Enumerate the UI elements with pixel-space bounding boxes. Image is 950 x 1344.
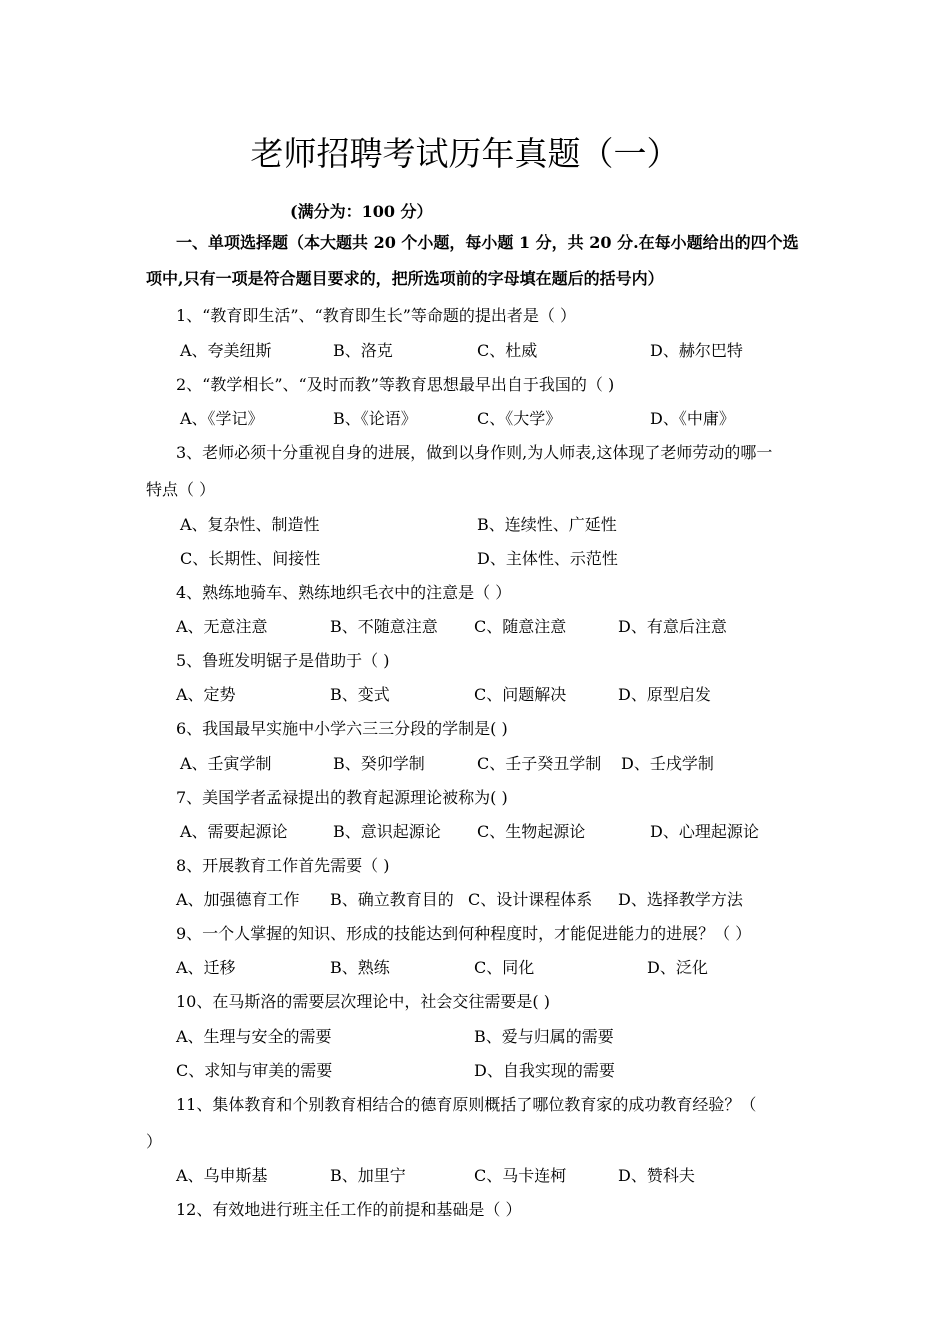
question-10-option-b: B、爱与归属的需要 [474,1027,614,1046]
page-subtitle: (满分为：100 分） [290,202,433,221]
question-9-option-d: D、泛化 [647,958,708,977]
question-5-option-c: C、问题解决 [474,685,567,704]
question-5-option-b: B、变式 [330,685,390,704]
question-1-option-a: A、夸美纽斯 [180,341,272,360]
question-11-option-d: D、赞科夫 [618,1166,695,1185]
question-11: 11、集体教育和个别教育相结合的德育原则概括了哪位教育家的成功教育经验？（ [176,1095,757,1114]
question-5: 5、鲁班发明锯子是借助于（ ) [176,651,390,670]
question-1: 1、“教育即生活”、“教育即生长”等命题的提出者是（ ） [176,306,576,325]
question-6: 6、我国最早实施中小学六三三分段的学制是( ) [176,719,508,738]
question-3-option-a: A、复杂性、制造性 [180,515,320,534]
question-2-option-b: B、《论语》 [333,409,417,428]
question-8-option-a: A、加强德育工作 [176,890,300,909]
question-9: 9、一个人掌握的知识、形成的技能达到何种程度时，才能促进能力的进展？（ ） [176,924,752,943]
question-7-option-a: A、需要起源论 [180,822,288,841]
question-1-option-b: B、洛克 [333,341,393,360]
question-8-option-d: D、选择教学方法 [618,890,743,909]
question-11-continued: ） [146,1132,163,1151]
question-7-option-b: B、意识起源论 [333,822,441,841]
question-6-option-b: B、癸卯学制 [333,754,425,773]
question-9-option-a: A、迁移 [176,958,236,977]
question-3-continued: 特点（ ） [146,480,216,499]
question-2-option-c: C、《大学》 [477,409,562,428]
question-3: 3、老师必须十分重视自身的进展，做到以身作则,为人师表,这体现了老师劳动的哪一 [176,443,773,462]
question-2-option-a: A、《学记》 [180,409,264,428]
question-4-option-c: C、随意注意 [474,617,567,636]
question-5-option-a: A、定势 [176,685,236,704]
question-3-option-b: B、连续性、广延性 [477,515,617,534]
question-10-option-a: A、生理与安全的需要 [176,1027,332,1046]
section-heading-line2: 项中,只有一项是符合题目要求的，把所选项前的字母填在题后的括号内） [146,269,664,288]
question-4-option-a: A、无意注意 [176,617,268,636]
section-heading-line1: 一、单项选择题（本大题共 20 个小题，每小题 1 分，共 20 分.在每小题给出的四个选 [176,233,799,252]
question-3-option-d: D、主体性、示范性 [477,549,618,568]
question-2-option-d: D、《中庸》 [650,409,735,428]
question-11-option-b: B、加里宁 [330,1166,406,1185]
question-10-option-d: D、自我实现的需要 [474,1061,615,1080]
question-9-option-c: C、同化 [474,958,535,977]
question-1-option-d: D、赫尔巴特 [650,341,743,360]
question-4: 4、熟练地骑车、熟练地织毛衣中的注意是（ ） [176,583,512,602]
question-2: 2、“教学相长”、“及时而教”等教育思想最早出自于我国的（ ) [176,375,615,394]
question-7-option-d: D、心理起源论 [650,822,759,841]
question-8-option-c: C、设计课程体系 [468,890,593,909]
question-1-option-c: C、杜威 [477,341,538,360]
question-10-option-c: C、求知与审美的需要 [176,1061,333,1080]
question-8: 8、开展教育工作首先需要（ ) [176,856,390,875]
page-title: 老师招聘考试历年真题（一） [250,134,680,173]
question-6-option-c: C、壬子癸丑学制 [477,754,602,773]
question-8-option-b: B、确立教育目的 [330,890,454,909]
question-11-option-c: C、马卡连柯 [474,1166,567,1185]
question-7: 7、美国学者孟禄提出的教育起源理论被称为( ) [176,788,508,807]
question-6-option-d: D、壬戌学制 [621,754,714,773]
question-6-option-a: A、壬寅学制 [180,754,272,773]
question-3-option-c: C、长期性、间接性 [180,549,321,568]
question-7-option-c: C、生物起源论 [477,822,586,841]
question-4-option-d: D、有意后注意 [618,617,727,636]
question-4-option-b: B、不随意注意 [330,617,438,636]
question-11-option-a: A、乌申斯基 [176,1166,268,1185]
question-12: 12、有效地进行班主任工作的前提和基础是（ ） [176,1200,522,1219]
question-9-option-b: B、熟练 [330,958,390,977]
question-10: 10、在马斯洛的需要层次理论中，社会交往需要是( ) [176,992,550,1011]
question-5-option-d: D、原型启发 [618,685,711,704]
